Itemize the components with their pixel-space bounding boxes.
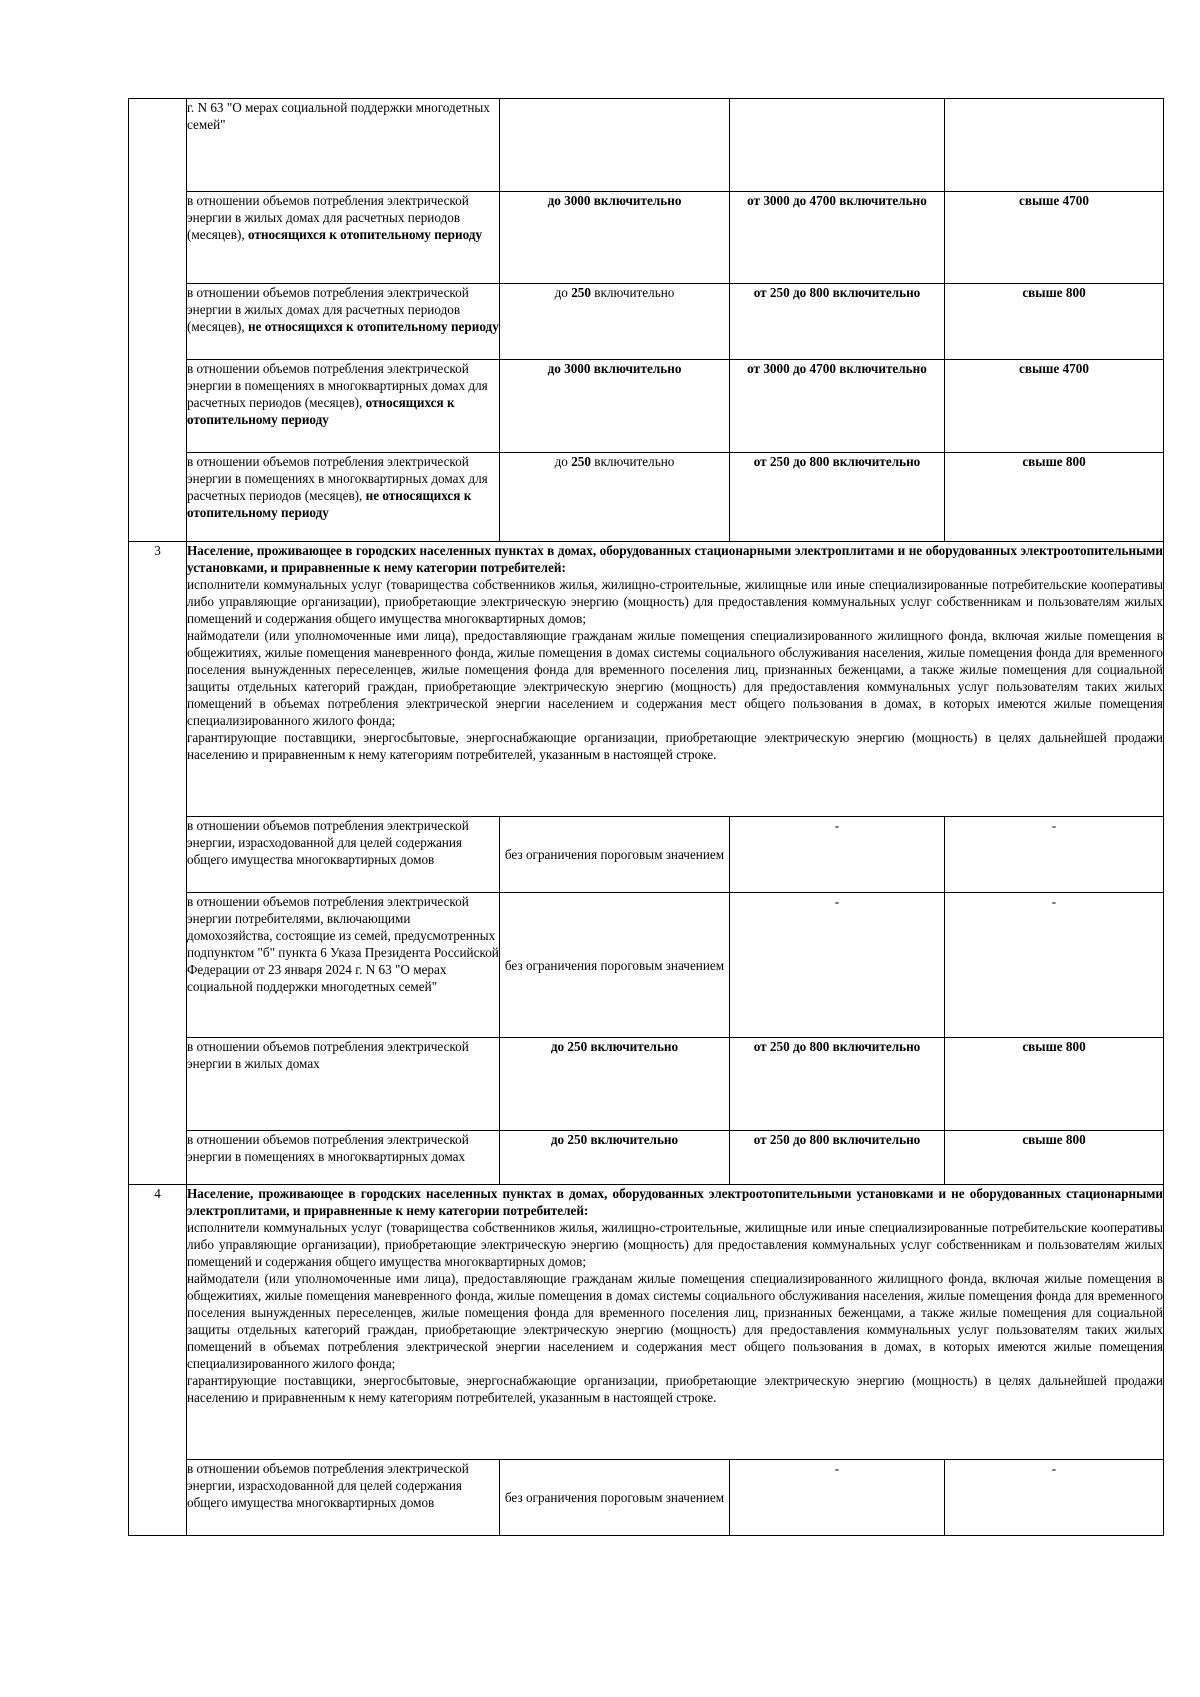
threshold-3-cell: свыше 4700	[945, 192, 1164, 284]
tariff-table	[128, 98, 1164, 1536]
criterion-cell: г. N 63 "О мерах социальной поддержки многодетных семей"	[187, 99, 500, 192]
threshold-3-cell: свыше 800	[945, 1038, 1164, 1131]
threshold-2-cell: от 250 до 800 включительно	[730, 453, 945, 542]
threshold-1-cell	[500, 99, 730, 192]
threshold-3-cell: свыше 800	[945, 1131, 1164, 1185]
threshold-3-cell: свыше 800	[945, 453, 1164, 542]
threshold-3-cell: -	[945, 1460, 1164, 1536]
row-number-cell: 4	[129, 1185, 187, 1536]
threshold-1-cell: без ограничения пороговым значением	[500, 817, 730, 893]
threshold-1-cell: до 3000 включительно	[500, 192, 730, 284]
section-paragraph: гарантирующие поставщики, энергосбытовые, энергоснабжающие организации, приобретающие электрическую энергию (мощность) в целях дальнейшей продажи населению и приравненным к нему категориям потребителей, указанным в настоящей строке.	[187, 730, 1163, 762]
threshold-2-cell: от 250 до 800 включительно	[730, 284, 945, 360]
threshold-1-cell: без ограничения пороговым значением	[500, 1460, 730, 1536]
threshold-3-cell: свыше 800	[945, 284, 1164, 360]
threshold-3-cell: -	[945, 893, 1164, 1038]
table-row	[129, 1131, 1164, 1185]
section-title: Население, проживающее в городских населенных пунктах в домах, оборудованных электроотопительными установками и не оборудованных стационарными электроплитами, и приравненные к нему категории потребителей:	[187, 1186, 1163, 1218]
criterion-cell: в отношении объемов потребления электрической энергии в жилых домах для расчетных периодов (месяцев), не относящихся к отопительному периоду	[187, 284, 500, 360]
threshold-2-cell: от 3000 до 4700 включительно	[730, 360, 945, 453]
threshold-3-cell	[945, 99, 1164, 192]
threshold-1-cell: до 250 включительно	[500, 1131, 730, 1185]
table-row	[129, 192, 1164, 284]
threshold-3-cell: свыше 4700	[945, 360, 1164, 453]
threshold-1-cell: до 250 включительно	[500, 453, 730, 542]
section-description	[187, 1185, 1164, 1460]
threshold-1-cell: до 250 включительно	[500, 284, 730, 360]
criterion-cell: в отношении объемов потребления электрической энергии в помещениях в многоквартирных домах	[187, 1131, 500, 1185]
criterion-cell: в отношении объемов потребления электрической энергии, израсходованной для целей содержания общего имущества многоквартирных домов	[187, 817, 500, 893]
section-header-row	[129, 1185, 1164, 1460]
row-number-cell: 3	[129, 542, 187, 1185]
table-row	[129, 893, 1164, 1038]
table-row	[129, 1460, 1164, 1536]
threshold-2-cell: от 250 до 800 включительно	[730, 1038, 945, 1131]
table-row	[129, 1038, 1164, 1131]
threshold-1-cell: до 250 включительно	[500, 1038, 730, 1131]
criterion-cell: в отношении объемов потребления электрической энергии потребителями, включающими домохозяйства, состоящие из семей, предусмотренных подпунктом "б" пункта 6 Указа Президента Российской Федерации от 23 января 2024 г. N 63 "О мерах социальной поддержки многодетных семей"	[187, 893, 500, 1038]
section-paragraph: наймодатели (или уполномоченные ими лица), предоставляющие гражданам жилые помещения специализированного жилищного фонда, включая жилые помещения в общежитиях, жилые помещения маневренного фонда, жилые помещения в домах системы социального обслуживания населения, жилые помещения фонда для временного поселения вынужденных переселенцев, жилые помещения фонда для временного поселения лиц, признанных беженцами, а также жилые помещения для социальной защиты отдельных категорий граждан, приобретающие электрическую энергию (мощность) для предоставления коммунальных услуг пользователям таких жилых помещений в объемах потребления электрической энергии населением и содержания мест общего пользования в домах, в которых имеются жилые помещения специализированного жилого фонда;	[187, 628, 1163, 728]
threshold-2-cell: -	[730, 817, 945, 893]
criterion-cell: в отношении объемов потребления электрической энергии в помещениях в многоквартирных домах для расчетных периодов (месяцев), не относящихся к отопительному периоду	[187, 453, 500, 542]
criterion-cell: в отношении объемов потребления электрической энергии в помещениях в многоквартирных домах для расчетных периодов (месяцев), относящихся к отопительному периоду	[187, 360, 500, 453]
criterion-cell: в отношении объемов потребления электрической энергии, израсходованной для целей содержания общего имущества многоквартирных домов	[187, 1460, 500, 1536]
section-header-row	[129, 542, 1164, 817]
section-paragraph: наймодатели (или уполномоченные ими лица), предоставляющие гражданам жилые помещения специализированного жилищного фонда, включая жилые помещения в общежитиях, жилые помещения маневренного фонда, жилые помещения в домах системы социального обслуживания населения, жилые помещения фонда для временного поселения вынужденных переселенцев, жилые помещения фонда для временного поселения лиц, признанных беженцами, а также жилые помещения для социальной защиты отдельных категорий граждан, приобретающие электрическую энергию (мощность) для предоставления коммунальных услуг пользователям таких жилых помещений в объемах потребления электрической энергии населением и содержания мест общего пользования в домах, в которых имеются жилые помещения специализированного жилого фонда;	[187, 1271, 1163, 1371]
section-title: Население, проживающее в городских населенных пунктах в домах, оборудованных стационарными электроплитами и не оборудованных электроотопительными установками, и приравненные к нему категории потребителей:	[187, 543, 1163, 575]
row-number-cell	[129, 99, 187, 542]
table-row	[129, 284, 1164, 360]
table-row	[129, 453, 1164, 542]
section-paragraph: гарантирующие поставщики, энергосбытовые, энергоснабжающие организации, приобретающие электрическую энергию (мощность) в целях дальнейшей продажи населению и приравненным к нему категориям потребителей, указанным в настоящей строке.	[187, 1373, 1163, 1405]
threshold-2-cell	[730, 99, 945, 192]
table-row	[129, 99, 1164, 192]
criterion-cell: в отношении объемов потребления электрической энергии в жилых домах для расчетных периодов (месяцев), относящихся к отопительному периоду	[187, 192, 500, 284]
threshold-2-cell: -	[730, 893, 945, 1038]
table-row	[129, 817, 1164, 893]
threshold-1-cell: без ограничения пороговым значением	[500, 893, 730, 1038]
threshold-3-cell: -	[945, 817, 1164, 893]
section-paragraph: исполнители коммунальных услуг (товарищества собственников жилья, жилищно-строительные, жилищные или иные специализированные потребительские кооперативы либо управляющие организации), приобретающие электрическую энергию (мощность) для предоставления коммунальных услуг собственникам и пользователям жилых помещений и содержания общего имущества многоквартирных домов;	[187, 1220, 1163, 1269]
criterion-cell: в отношении объемов потребления электрической энергии в жилых домах	[187, 1038, 500, 1131]
table-row	[129, 360, 1164, 453]
section-paragraph: исполнители коммунальных услуг (товарищества собственников жилья, жилищно-строительные, жилищные или иные специализированные потребительские кооперативы либо управляющие организации), приобретающие электрическую энергию (мощность) для предоставления коммунальных услуг собственникам и пользователям жилых помещений и содержания общего имущества многоквартирных домов;	[187, 577, 1163, 626]
threshold-2-cell: от 3000 до 4700 включительно	[730, 192, 945, 284]
threshold-1-cell: до 3000 включительно	[500, 360, 730, 453]
section-description	[187, 542, 1164, 817]
threshold-2-cell: -	[730, 1460, 945, 1536]
threshold-2-cell: от 250 до 800 включительно	[730, 1131, 945, 1185]
